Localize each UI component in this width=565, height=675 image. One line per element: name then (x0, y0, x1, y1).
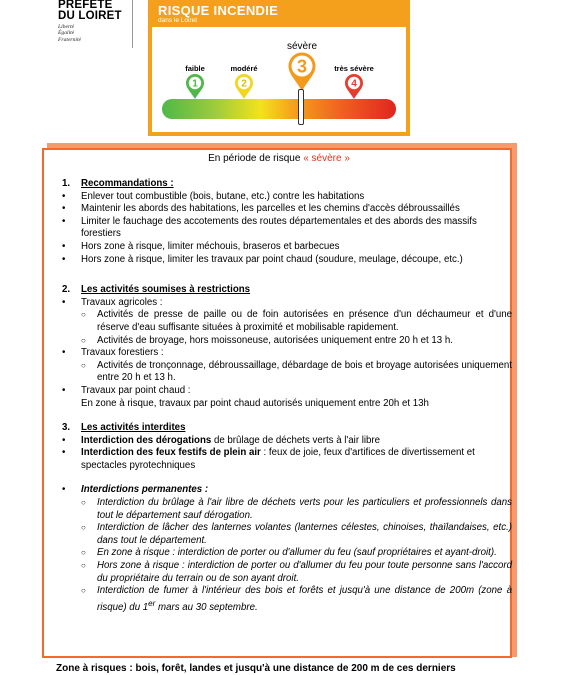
measures-content (62, 178, 512, 615)
level-pin-1-text: 1 (192, 78, 198, 90)
section-2-title: 2. Les activités soumises à restrictions (62, 284, 251, 296)
level-pin-2 (234, 74, 254, 100)
prefecture-motto: Liberté Égalité Fraternité (58, 24, 81, 43)
section-1-title: 1. Recommandations : (62, 178, 174, 189)
list-item-continuation: En zone à risque, travaux par point chaud autorisés uniquement entre 20h et 13h (81, 397, 429, 409)
level-pin-1 (185, 74, 205, 100)
level-pin-4-text: 4 (351, 78, 357, 90)
gauge-subtitle: dans le Loiret (158, 17, 198, 24)
sub-list-item: ○ Activités de presse de paille ou de foin autorisées en présence d'un déchaumeur et d'une réserve d'eau suffisante situées à proximité et mobilisable rapidement. (81, 309, 512, 333)
risk-period-level: « sévère » (303, 153, 350, 164)
sub-list-item: ○ En zone à risque : interdiction de porter ou d'allumer du feu (sauf propriétaires et ayant-droit). (81, 547, 497, 559)
list-item: • Interdiction des dérogations de brûlage de déchets verts à l'air libre (62, 434, 381, 446)
level-label-severe: sévère (286, 41, 317, 52)
list-item: • Travaux par point chaud : (62, 384, 191, 396)
risk-gauge-panel (148, 0, 410, 136)
gauge-header (148, 0, 410, 26)
risk-level-cursor (298, 89, 304, 125)
level-label-tres-severe: très sévère (334, 64, 374, 73)
level-pin-3-current (287, 52, 317, 92)
prefecture-divider (132, 0, 133, 48)
list-item: • Interdiction des feux festifs de plein air : feux de joie, feux d'artifices de divertissement et spectacles pyrotechniques (62, 447, 475, 471)
sub-list-item: ○ Interdiction du brûlage à l'air libre de déchets verts pour les particuliers et professionnels dans tout le département sauf dérogation. (81, 497, 512, 521)
risk-zone-footer: Zone à risques : bois, forêt, landes et jusqu'à une distance de 200 m de ces derniers (56, 663, 456, 674)
list-item: • Hors zone à risque, limiter les travaux par point chaud (soudure, meulage, découpe, etc.) (62, 253, 463, 265)
sub-list-item: ○ Activités de broyage, hors moissoneuse, autorisées uniquement entre 20 h et 13 h. (81, 334, 453, 346)
level-label-faible: faible (185, 64, 205, 73)
gauge-title: RISQUE INCENDIE (158, 3, 279, 18)
gauge-body (152, 27, 406, 132)
level-pin-4 (344, 74, 364, 100)
list-item: • Interdictions permanentes : (62, 484, 209, 496)
prefecture-name-line1: PRÉFETE (58, 0, 113, 11)
risk-period-heading (42, 153, 516, 164)
sub-list-item: ○ Interdiction de fumer à l'intérieur des bois et forêts et jusqu'à une distance de 200m (zone à risque) du 1er mars au 30 septembre. (81, 585, 512, 614)
prefecture-logo (58, 0, 133, 43)
level-pin-2-text: 2 (241, 78, 247, 90)
list-item: • Hors zone à risque, limiter méchouis, braseros et barbecues (62, 240, 340, 252)
sub-list-item: ○ Interdiction de lâcher des lanternes volantes (lanternes célestes, chinoises, thaïlandaises, etc.) dans tout le département. (81, 522, 512, 546)
level-label-modere: modéré (230, 64, 258, 73)
sub-list-item: ○ Hors zone à risque : interdiction de porter ou d'allumer du feu pour toute personne sans l'accord du propriétaire du terrain ou de son ayant droit. (81, 560, 512, 584)
sub-list-item: ○ Activités de tronçonnage, débroussaillage, débardage de bois et broyage autorisées uniquement entre 20 h et 13 h. (81, 359, 512, 384)
section-3-title: 3. Les activités interdites (62, 422, 186, 434)
list-item: • Enlever tout combustible (bois, butane, etc.) contre les habitations (62, 190, 365, 202)
risk-gradient-bar (162, 99, 396, 119)
list-item: • Travaux forestiers : (62, 347, 164, 359)
level-pin-3-text: 3 (296, 56, 308, 77)
risk-period-prefix: En période de risque (208, 153, 301, 164)
list-item: • Travaux agricoles : (62, 296, 163, 308)
list-item: • Maintenir les abords des habitations, les parcelles et les chemins d'accès débroussaillés (62, 203, 460, 215)
list-item: • Limiter le fauchage des accotements des routes départementales et des abords des massifs forestiers (62, 215, 477, 240)
prefecture-name-line2: DU LOIRET (58, 10, 122, 22)
